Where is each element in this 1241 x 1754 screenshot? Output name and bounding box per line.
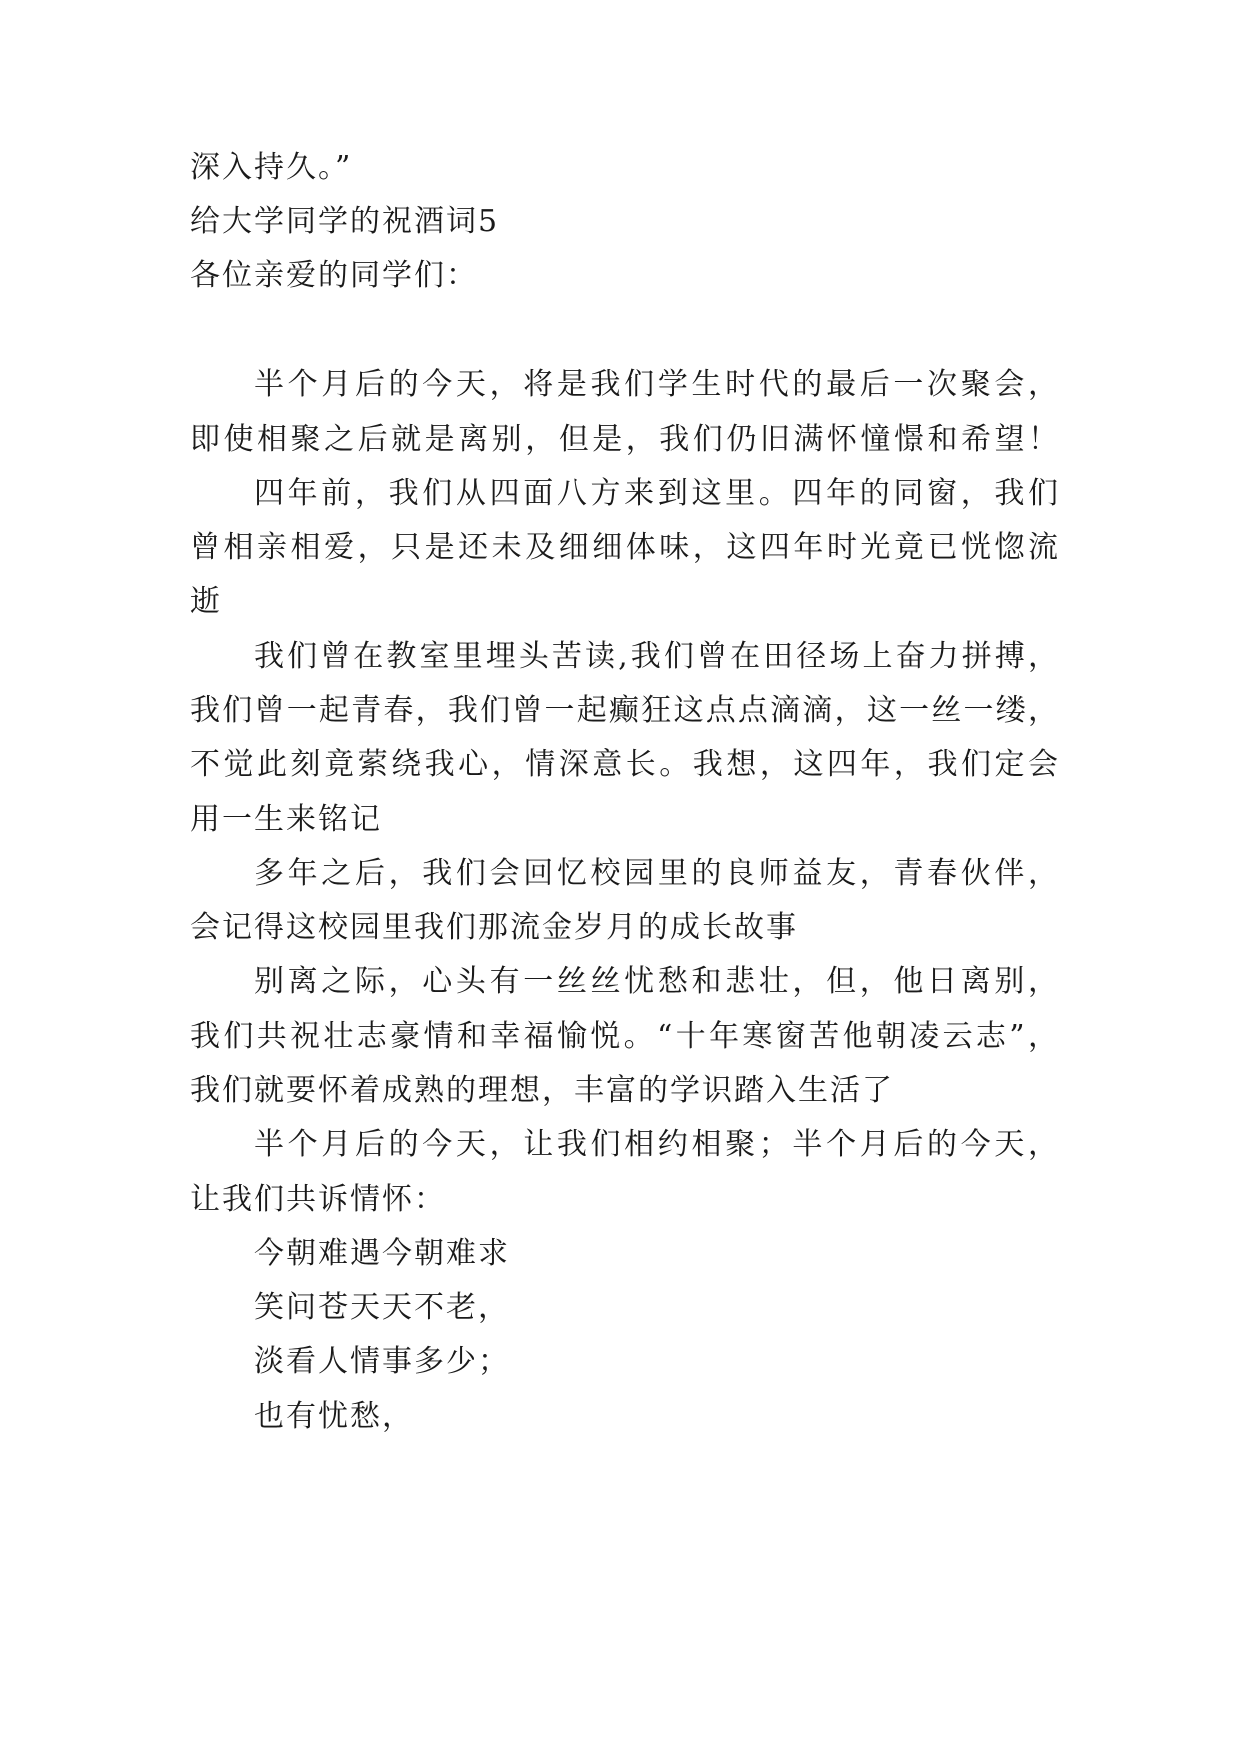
text-line: 让我们共诉情怀： [190,1182,446,1217]
text-line: 深入持久。” [190,150,353,185]
text-line: 别离之际，心头有一丝丝忧愁和悲壮，但，他日离别， [254,964,1060,999]
salutation: 各位亲爱的同学们： [190,258,478,293]
text-line: 半个月后的今天，将是我们学生时代的最后一次聚会， [254,367,1060,402]
text-line: 曾相亲相爱，只是还未及细细体味，这四年时光竟已恍惚流 [190,530,1060,565]
text-line: 四年前，我们从四面八方来到这里。四年的同窗，我们 [254,476,1060,511]
text-line: 逝 [190,584,222,619]
text-line: 我们曾一起青春，我们曾一起癫狂这点点滴滴，这一丝一缕， [190,693,1060,728]
text-line: 我们曾在教室里埋头苦读,我们曾在田径场上奋力拼搏， [254,639,1060,674]
poem-line: 今朝难遇今朝难求 [254,1236,510,1271]
text-line: 我们共祝壮志豪情和幸福愉悦。“十年寒窗苦他朝凌云志”， [190,1019,1060,1054]
text-line: 不觉此刻竟萦绕我心，情深意长。我想，这四年，我们定会 [190,747,1060,782]
text-line: 会记得这校园里我们那流金岁月的成长故事 [190,910,798,945]
poem-line: 笑问苍天天不老， [254,1290,510,1325]
section-heading: 给大学同学的祝酒词5 [190,204,500,239]
text-line: 多年之后，我们会回忆校园里的良师益友，青春伙伴， [254,856,1060,891]
poem-line: 淡看人情事多少； [254,1344,510,1379]
text-line: 用一生来铭记 [190,802,382,837]
poem-line: 也有忧愁， [254,1399,414,1434]
text-line: 半个月后的今天，让我们相约相聚；半个月后的今天， [254,1127,1060,1162]
text-line: 我们就要怀着成熟的理想，丰富的学识踏入生活了 [190,1073,894,1108]
text-line: 即使相聚之后就是离别，但是，我们仍旧满怀憧憬和希望！ [190,422,1060,457]
